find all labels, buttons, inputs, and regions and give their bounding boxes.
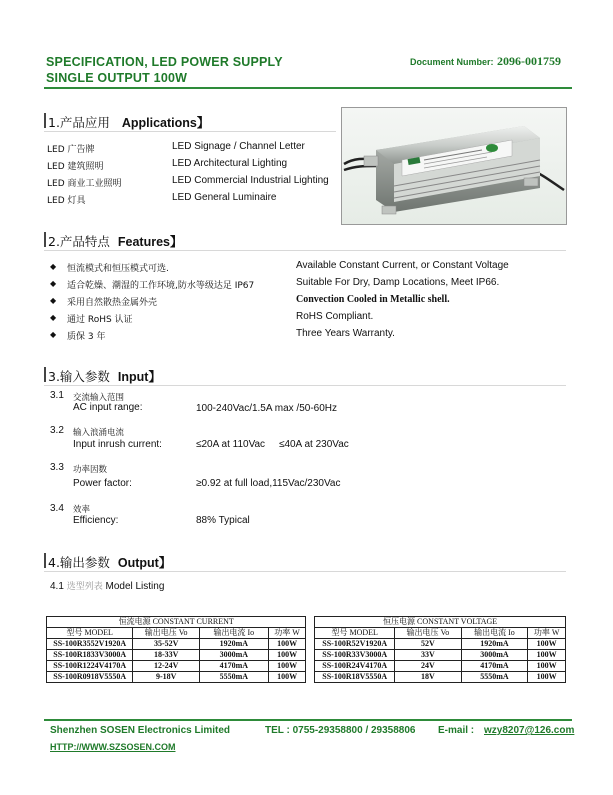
- table-cell: 1920mA: [461, 639, 528, 650]
- applications-marker: [44, 113, 46, 128]
- footer-rule: [44, 719, 572, 721]
- table-row: [47, 650, 566, 661]
- app-item-en: LED Commercial Industrial Lighting: [172, 175, 329, 186]
- feature-item-en: Three Years Warranty.: [296, 328, 395, 339]
- input-item-number: 3.2: [50, 425, 64, 436]
- input-item-label: Input inrush current:: [73, 439, 162, 450]
- model-listing-num: 4.1: [50, 581, 64, 592]
- group-constant-current: 恒流电源 CONSTANT CURRENT: [47, 617, 306, 628]
- table-row: [47, 661, 566, 672]
- bullet-icon: ◆: [50, 262, 57, 271]
- table-cell: 1920mA: [199, 639, 268, 650]
- table-cell: 18-33V: [133, 650, 200, 661]
- table-cell: 52V: [395, 639, 462, 650]
- header-rule: [44, 87, 572, 89]
- table-cell: 100W: [528, 639, 566, 650]
- table-cell: 33V: [395, 650, 462, 661]
- table-cell: SS-100R1833V3000A: [47, 650, 133, 661]
- table-group-header-row: [47, 617, 566, 628]
- column-header: 型号 MODEL: [47, 628, 133, 639]
- app-item-cn: LED 广告牌: [47, 145, 95, 155]
- input-num: 3.输入参数: [48, 369, 110, 384]
- led-power-supply-image: [342, 108, 566, 224]
- table-header-row: [47, 628, 566, 639]
- table-cell: SS-100R24V4170A: [315, 661, 395, 672]
- features-marker: [44, 232, 46, 247]
- table-cell: SS-100R1224V4170A: [47, 661, 133, 672]
- table-cell: 4170mA: [199, 661, 268, 672]
- column-header: 功率 W: [528, 628, 566, 639]
- features-heading: [48, 232, 183, 250]
- table-cell: 100W: [528, 650, 566, 661]
- table-spacer: [306, 639, 315, 650]
- features-bracket: 】: [170, 235, 183, 249]
- table-spacer: [306, 617, 315, 628]
- spec-title-line1: SPECIFICATION, LED POWER SUPPLY: [46, 55, 283, 69]
- output-bracket: 】: [158, 556, 172, 570]
- applications-heading: [48, 113, 209, 131]
- table-cell: 35-52V: [133, 639, 200, 650]
- input-item-value: ≥0.92 at full load,115Vac/230Vac: [196, 478, 341, 489]
- output-rule: [44, 571, 566, 572]
- table-cell: SS-100R3552V1920A: [47, 639, 133, 650]
- input-bracket: 】: [148, 370, 161, 384]
- input-item-cn: 交流输入范围: [73, 393, 125, 403]
- table-cell: 3000mA: [199, 650, 268, 661]
- footer-company: Shenzhen SOSEN Electronics Limited: [50, 725, 231, 736]
- input-item-value: ≤20A at 110Vac ≤40A at 230Vac: [196, 439, 349, 450]
- footer-telephone: TEL : 0755-29358800 / 29358806: [265, 725, 416, 736]
- product-photo: [341, 107, 567, 225]
- input-item-label: AC input range:: [73, 402, 143, 413]
- feature-item-cn: 适合乾燥、潮湿的工作环境,防水等级达足 IP67: [67, 281, 255, 291]
- input-item-value: 100-240Vac/1.5A max /50-60Hz: [196, 403, 338, 414]
- table-cell: SS-100R52V1920A: [315, 639, 395, 650]
- table-cell: 4170mA: [461, 661, 528, 672]
- column-header: 输出电流 Io: [199, 628, 268, 639]
- bullet-icon: ◆: [50, 296, 57, 305]
- table-cell: 100W: [268, 650, 306, 661]
- table-cell: 100W: [268, 661, 306, 672]
- spec-title-line2: SINGLE OUTPUT 100W: [46, 71, 188, 85]
- applications-num: 1.产品应用: [48, 115, 110, 130]
- table-cell: 5550mA: [461, 672, 528, 683]
- app-item-cn: LED 商业工业照明: [47, 179, 122, 189]
- column-header: 输出电流 Io: [461, 628, 528, 639]
- features-num: 2.产品特点: [48, 234, 110, 249]
- group-constant-voltage: 恒压电源 CONSTANT VOLTAGE: [315, 617, 566, 628]
- bullet-icon: ◆: [50, 313, 57, 322]
- feature-item-en: Available Constant Current, or Constant Voltage: [296, 260, 509, 271]
- table-cell: 12-24V: [133, 661, 200, 672]
- input-item-number: 3.4: [50, 503, 64, 514]
- input-item-cn: 功率因数: [73, 465, 108, 475]
- table-cell: 5550mA: [199, 672, 268, 683]
- table-spacer: [306, 628, 315, 639]
- applications-title: Applications: [121, 116, 197, 130]
- column-header: 输出电压 Vo: [395, 628, 462, 639]
- bullet-icon: ◆: [50, 279, 57, 288]
- feature-item-cn: 采用自然散热金属外壳: [67, 298, 158, 308]
- input-item-label: Power factor:: [73, 478, 132, 489]
- feature-item-en: RoHS Compliant.: [296, 311, 374, 322]
- column-header: 输出电压 Vo: [133, 628, 200, 639]
- input-item-cn: 输入浪涌电流: [73, 428, 125, 438]
- table-cell: 100W: [268, 672, 306, 683]
- input-item-cn: 效率: [73, 505, 91, 515]
- document-number-label: Document Number:: [410, 57, 494, 67]
- model-listing-en: Model Listing: [105, 581, 165, 592]
- input-marker: [44, 367, 46, 382]
- input-item-number: 3.3: [50, 462, 64, 473]
- input-item-value: 88% Typical: [196, 515, 250, 526]
- feature-item-en: Suitable For Dry, Damp Locations, Meet IP66.: [296, 277, 500, 288]
- table-row: [47, 672, 566, 683]
- feature-item-cn: 质保 3 年: [67, 332, 106, 342]
- app-item-en: LED General Luminaire: [172, 192, 277, 203]
- table-cell: 24V: [395, 661, 462, 672]
- table-cell: 100W: [528, 672, 566, 683]
- model-listing-heading: [50, 579, 164, 592]
- feature-item-cn: 通过 RoHS 认证: [67, 315, 133, 325]
- app-item-en: LED Architectural Lighting: [172, 158, 288, 169]
- output-num: 4.输出参数: [48, 555, 110, 570]
- column-header: 型号 MODEL: [315, 628, 395, 639]
- document-number: 2096-001759: [497, 54, 561, 68]
- footer-email-link[interactable]: wzy8207@126.com: [484, 725, 575, 736]
- output-heading: [48, 553, 171, 571]
- app-item-en: LED Signage / Channel Letter: [172, 141, 305, 152]
- features-rule: [44, 250, 566, 251]
- table-cell: 9-18V: [133, 672, 200, 683]
- input-item-label: Efficiency:: [73, 515, 119, 526]
- applications-rule: [44, 131, 336, 132]
- table-spacer: [306, 661, 315, 672]
- table-cell: 18V: [395, 672, 462, 683]
- table-cell: 100W: [528, 661, 566, 672]
- feature-item-cn: 恒流模式和恒压模式可选.: [67, 264, 169, 274]
- output-title: Output: [117, 556, 159, 570]
- app-item-cn: LED 建筑照明: [47, 162, 104, 172]
- bullet-icon: ◆: [50, 330, 57, 339]
- table-cell: SS-100R0918V5550A: [47, 672, 133, 683]
- model-listing-cn: 选型列表: [66, 582, 103, 592]
- table-cell: 100W: [268, 639, 306, 650]
- table-cell: SS-100R33V3000A: [315, 650, 395, 661]
- features-title: Features: [117, 235, 170, 249]
- table-cell: SS-100R18V5550A: [315, 672, 395, 683]
- column-header: 功率 W: [268, 628, 306, 639]
- app-item-cn: LED 灯具: [47, 196, 86, 206]
- feature-item-en: Convection Cooled in Metallic shell.: [296, 294, 450, 305]
- table-spacer: [306, 672, 315, 683]
- footer-website-link[interactable]: HTTP://WWW.SZSOSEN.COM: [50, 742, 176, 752]
- input-title: Input: [117, 370, 149, 384]
- input-heading: [48, 367, 161, 385]
- model-table: [46, 616, 566, 683]
- footer-email-label: E-mail :: [438, 725, 475, 736]
- applications-bracket: 】: [196, 116, 210, 130]
- table-spacer: [306, 650, 315, 661]
- input-item-number: 3.1: [50, 390, 64, 401]
- table-cell: 3000mA: [461, 650, 528, 661]
- input-rule: [44, 385, 566, 386]
- output-marker: [44, 553, 46, 568]
- table-row: [47, 639, 566, 650]
